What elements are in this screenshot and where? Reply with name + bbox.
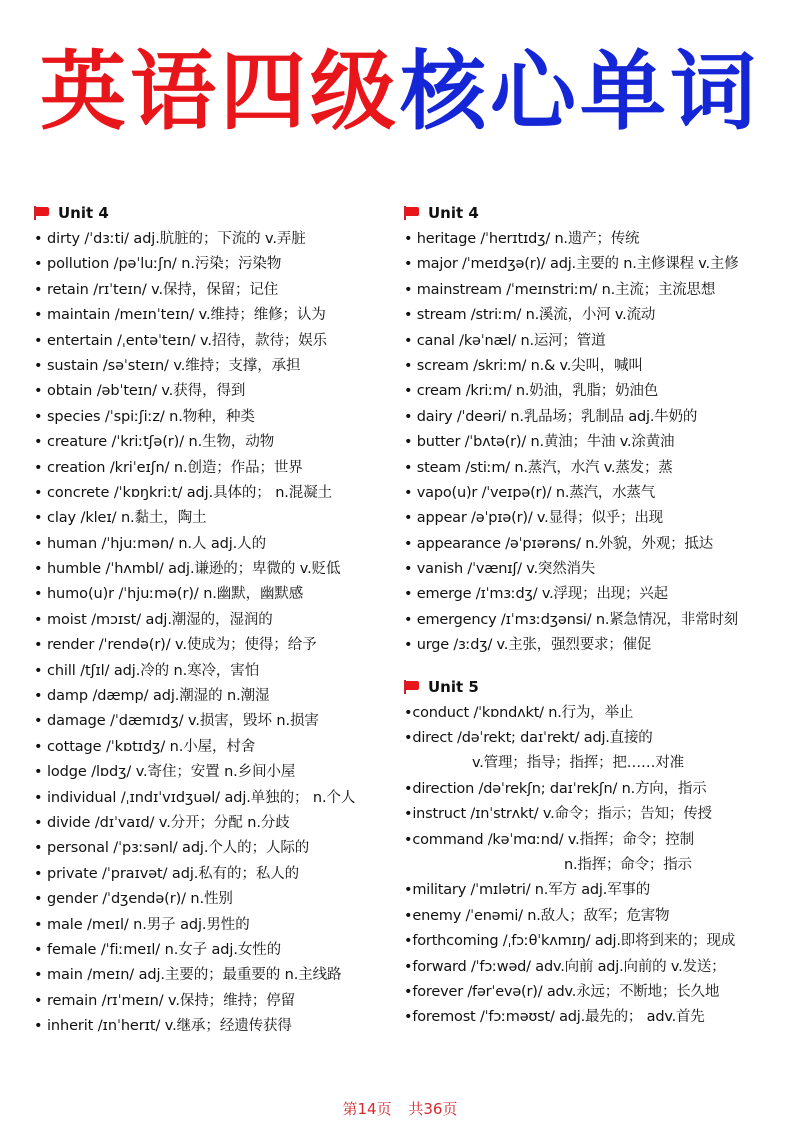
word-entry: • divide /dɪˈvaɪd/ v.分开；分配 n.分歧 bbox=[34, 814, 290, 831]
word-entry: •direction /dəˈrekʃn; daɪˈrekʃn/ n.方向，指示 bbox=[404, 780, 707, 797]
word-entry: • stream /striːm/ n.溪流，小河 v.流动 bbox=[404, 307, 656, 324]
word-entry: • appearance /əˈpɪərəns/ n.外貌，外观；抵达 bbox=[404, 535, 714, 552]
word-entry: • male /meɪl/ n.男子 adj.男性的 bbox=[34, 916, 250, 933]
word-entry: •direct /dəˈrekt; daɪˈrekt/ adj.直接的 bbox=[404, 730, 653, 747]
word-list bbox=[34, 227, 394, 1040]
word-entry: •command /kəˈmɑːnd/ v.指挥；命令；控制 bbox=[404, 831, 694, 848]
word-entry: •forever /fərˈevə(r)/ adv.永远；不断地；长久地 bbox=[404, 983, 720, 1000]
word-list bbox=[404, 701, 784, 1031]
word-entry: • female /ˈfiːmeɪl/ n.女子 adj.女性的 bbox=[34, 941, 282, 958]
unit-label: Unit 5 bbox=[428, 677, 479, 696]
word-entry: • gender /ˈdʒendə(r)/ n.性别 bbox=[34, 891, 233, 908]
word-entry: • cream /kriːm/ n.奶油，乳脂；奶油色 bbox=[404, 383, 658, 400]
word-entry: •enemy /ˈenəmi/ n.敌人；敌军；危害物 bbox=[404, 907, 670, 924]
word-entry: • mainstream /ˈmeɪnstriːm/ n.主流；主流思想 bbox=[404, 281, 716, 298]
word-entry: • creature /ˈkriːtʃə(r)/ n.生物，动物 bbox=[34, 434, 275, 451]
word-entry: • main /meɪn/ adj.主要的；最重要的 n.主线路 bbox=[34, 967, 342, 984]
word-entry: • humble /ˈhʌmbl/ adj.谦逊的；卑微的 v.贬低 bbox=[34, 561, 341, 578]
unit-label: Unit 4 bbox=[428, 204, 479, 222]
word-entry: • sustain /səˈsteɪn/ v.维持；支撑，承担 bbox=[34, 357, 301, 374]
word-entry: • scream /skriːm/ n.& v.尖叫，喊叫 bbox=[404, 357, 643, 374]
unit-heading bbox=[34, 203, 394, 223]
word-entry: • maintain /meɪnˈteɪn/ v.维持；维修；认为 bbox=[34, 307, 326, 324]
word-entry: • canal /kəˈnæl/ n.运河；管道 bbox=[404, 332, 606, 349]
word-entry: • private /ˈpraɪvət/ adj.私有的；私人的 bbox=[34, 865, 300, 882]
word-entry: n.指挥；命令；指示 bbox=[564, 856, 692, 873]
unit-heading bbox=[404, 677, 784, 697]
word-entry: • creation /kriˈeɪʃn/ n.创造；作品；世界 bbox=[34, 459, 303, 476]
page-title bbox=[0, 42, 800, 142]
word-entry: • emergency /ɪˈmɜːdʒənsi/ n.紧急情况，非常时刻 bbox=[404, 611, 738, 628]
word-entry: • lodge /lɒdʒ/ v.寄住；安置 n.乡间小屋 bbox=[34, 764, 296, 781]
page-footer bbox=[0, 1098, 800, 1119]
red-flag-icon bbox=[34, 206, 50, 220]
word-entry: • human /ˈhjuːmən/ n.人 adj.人的 bbox=[34, 535, 266, 552]
title-blue-part: 核心单词 bbox=[400, 42, 760, 142]
word-entry: • dairy /ˈdeəri/ n.乳品场；乳制品 adj.牛奶的 bbox=[404, 408, 698, 425]
word-entry: •instruct /ɪnˈstrʌkt/ v.命令；指示；告知；传授 bbox=[404, 806, 712, 823]
word-entry: • vapo(u)r /ˈveɪpə(r)/ n.蒸汽，水蒸气 bbox=[404, 484, 656, 501]
word-entry: • dirty /ˈdɜːti/ adj.肮脏的；下流的 v.弄脏 bbox=[34, 231, 306, 247]
left-column bbox=[34, 203, 394, 1040]
word-entry: • damage /ˈdæmɪdʒ/ v.损害，毁坏 n.损害 bbox=[34, 713, 319, 730]
word-entry: • retain /rɪˈteɪn/ v.保持，保留；记住 bbox=[34, 281, 279, 298]
word-entry: • heritage /ˈherɪtɪdʒ/ n.遗产；传统 bbox=[404, 231, 640, 247]
word-entry: • render /ˈrendə(r)/ v.使成为；使得；给予 bbox=[34, 637, 317, 654]
word-entry: •forthcoming /ˌfɔːθˈkʌmɪŋ/ adj.即将到来的；现成 bbox=[404, 933, 736, 950]
title-red-part: 英语四级 bbox=[40, 42, 400, 142]
word-entry: • pollution /pəˈluːʃn/ n.污染；污染物 bbox=[34, 256, 282, 273]
word-entry: •conduct /ˈkɒndʌkt/ n.行为，举止 bbox=[404, 704, 634, 721]
page-total: 共36页 bbox=[408, 1100, 458, 1118]
word-entry: • concrete /ˈkɒŋkriːt/ adj.具体的； n.混凝土 bbox=[34, 484, 332, 501]
word-entry: • obtain /əbˈteɪn/ v.获得，得到 bbox=[34, 383, 246, 400]
red-flag-icon bbox=[404, 680, 420, 694]
word-entry: • damp /dæmp/ adj.潮湿的 n.潮湿 bbox=[34, 688, 270, 705]
word-entry: •foremost /ˈfɔːməʊst/ adj.最先的； adv.首先 bbox=[404, 1009, 705, 1026]
word-entry: • urge /ɜːdʒ/ v.主张，强烈要求；催促 bbox=[404, 637, 652, 654]
word-list bbox=[404, 227, 784, 659]
word-entry: •military /ˈmɪlətri/ n.军方 adj.军事的 bbox=[404, 882, 651, 899]
word-entry: • steam /stiːm/ n.蒸汽，水汽 v.蒸发；蒸 bbox=[404, 459, 673, 476]
unit-label: Unit 4 bbox=[58, 204, 109, 222]
word-entry: • humo(u)r /ˈhjuːmə(r)/ n.幽默，幽默感 bbox=[34, 586, 304, 603]
word-entry: • entertain /ˌentəˈteɪn/ v.招待，款待；娱乐 bbox=[34, 332, 328, 349]
word-entry: • inherit /ɪnˈherɪt/ v.继承；经遗传获得 bbox=[34, 1018, 292, 1035]
word-entry: • individual /ˌɪndɪˈvɪdʒuəl/ adj.单独的； n.个人 bbox=[34, 789, 356, 806]
word-entry: •forward /ˈfɔːwəd/ adv.向前 adj.向前的 v.发送； bbox=[404, 958, 726, 975]
word-entry: • moist /mɔɪst/ adj.潮湿的，湿润的 bbox=[34, 611, 273, 628]
word-entry: • cottage /ˈkɒtɪdʒ/ n.小屋，村舍 bbox=[34, 738, 256, 755]
word-entry: v.管理；指导；指挥；把……对准 bbox=[472, 755, 684, 772]
page-number: 第14页 bbox=[342, 1100, 392, 1118]
red-flag-icon bbox=[404, 206, 420, 220]
unit-heading bbox=[404, 203, 784, 223]
right-column bbox=[404, 203, 784, 1031]
word-entry: • clay /kleɪ/ n.黏土，陶土 bbox=[34, 510, 207, 527]
word-entry: • remain /rɪˈmeɪn/ v.保持；维持；停留 bbox=[34, 992, 296, 1009]
word-entry: • major /ˈmeɪdʒə(r)/ adj.主要的 n.主修课程 v.主修 bbox=[404, 256, 739, 273]
word-entry: • species /ˈspiːʃiːz/ n.物种，种类 bbox=[34, 408, 255, 425]
word-entry: • emerge /ɪˈmɜːdʒ/ v.浮现；出现；兴起 bbox=[404, 586, 668, 603]
word-entry: • vanish /ˈvænɪʃ/ v.突然消失 bbox=[404, 561, 596, 578]
word-entry: • personal /ˈpɜːsənl/ adj.个人的；人际的 bbox=[34, 840, 310, 857]
word-entry: • appear /əˈpɪə(r)/ v.显得；似乎；出现 bbox=[404, 510, 663, 527]
word-entry: • chill /tʃɪl/ adj.冷的 n.寒冷，害怕 bbox=[34, 662, 260, 679]
word-entry: • butter /ˈbʌtə(r)/ n.黄油；牛油 v.涂黄油 bbox=[404, 434, 675, 451]
